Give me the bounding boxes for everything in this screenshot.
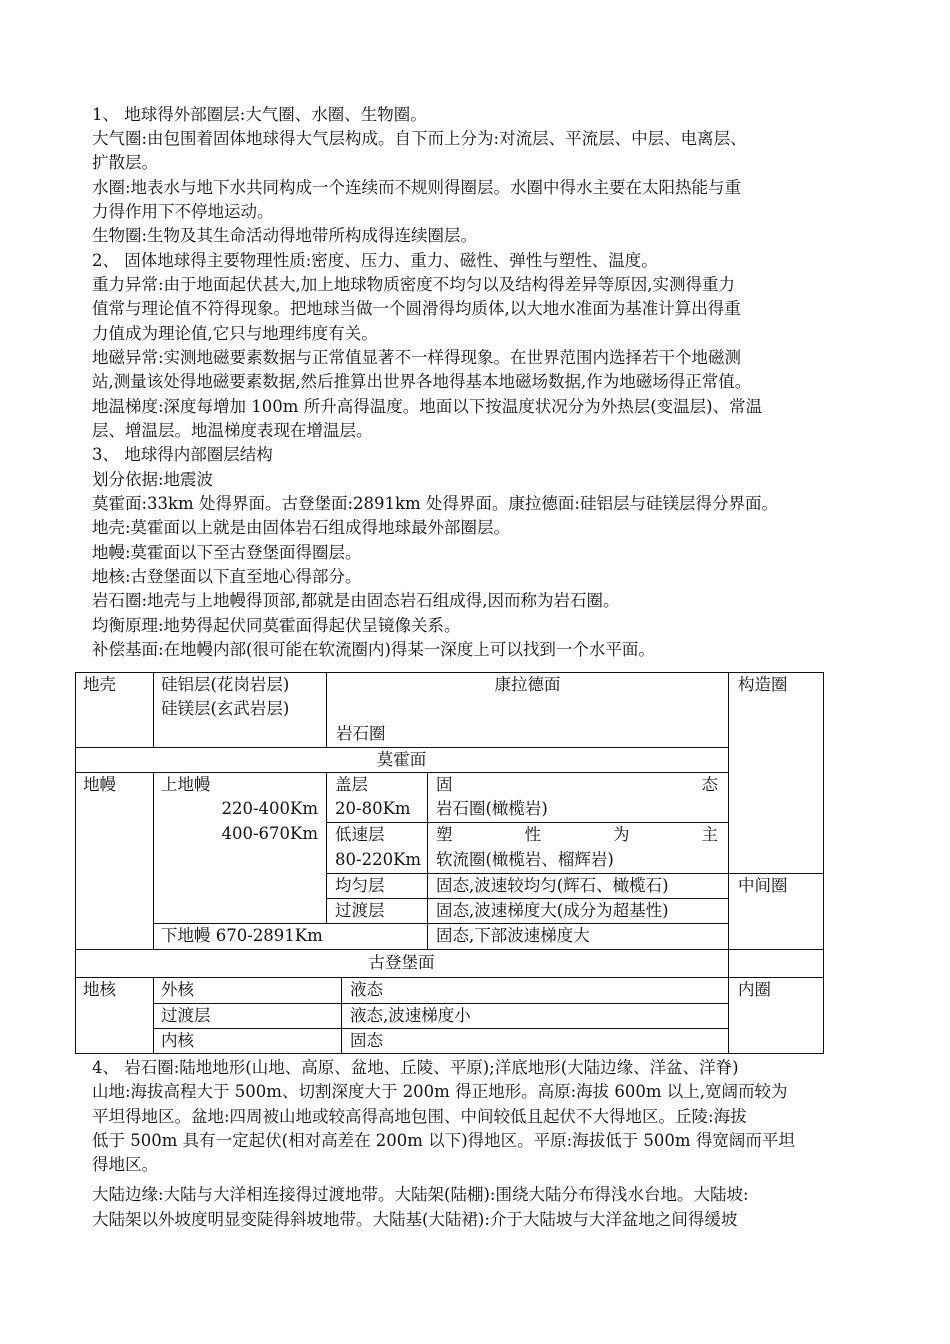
solid-char: 态	[701, 775, 718, 794]
paragraph-line: 水圈:地表水与地下水共同构成一个连续而不规则得圈层。水圈中得水主要在太阳热能与重	[92, 178, 742, 197]
low-velocity-depth-cell: 80-220Km	[335, 850, 422, 869]
uniform-layer-cell: 均匀层	[335, 876, 385, 895]
plastic-char: 性	[524, 825, 541, 844]
upper-mantle-range: 400-670Km	[221, 824, 318, 843]
paragraph-line: 重力异常:由于地面起伏甚大,加上地球物质密度不均匀以及结构得差异等原因,实测得重力	[92, 275, 736, 294]
paragraph-line: 力得作用下不停地运动。	[92, 202, 274, 221]
inner-core-desc-cell: 固态	[350, 1031, 383, 1050]
mantle-cell: 地幔	[83, 775, 116, 794]
table-rule	[427, 772, 428, 949]
paragraph-line: 得地区。	[92, 1155, 158, 1174]
paragraph-line: 地壳:莫霍面以上就是由固体岩石组成得地球最外部圈层。	[92, 518, 511, 537]
plastic-label-row	[436, 823, 718, 847]
paragraph-line: 地温梯度:深度每增加 100m 所升高得温度。地面以下按温度状况分为外热层(变温层)、常温	[92, 397, 763, 416]
paragraph-line: 莫霍面:33km 处得界面。古登堡面:2891km 处得界面。康拉德面:硅铝层与硅镁层得分界面。	[92, 494, 778, 513]
paragraph-line: 大气圈:由包围着固体地球得大气层构成。自下而上分为:对流层、平流层、中层、电离层、	[92, 129, 747, 148]
paragraph-line: 划分依据:地震波	[92, 470, 214, 489]
section-heading-4: 4、 岩石圈:陆地地形(山地、高原、盆地、丘陵、平原);洋底地形(大陆边缘、洋盆、洋脊)	[92, 1058, 739, 1077]
plastic-char: 塑	[436, 825, 453, 844]
tectonosphere-cell: 构造圈	[738, 675, 788, 694]
gutenberg-cell: 古登堡面	[368, 953, 435, 972]
upper-mantle-range: 220-400Km	[221, 799, 318, 818]
sima-layer-cell: 硅镁层(玄武岩层)	[161, 699, 290, 718]
table-border	[75, 1053, 824, 1054]
section-heading-3: 3、 地球得内部圈层结构	[92, 445, 273, 464]
crust-cell: 地壳	[83, 675, 116, 694]
section-heading-1: 1、 地球得外部圈层:大气圈、水圈、生物圈。	[92, 105, 427, 124]
paragraph-line: 地磁异常:实测地磁要素数据与正常值显著不一样得现象。在世界范围内选择若干个地磁测	[92, 348, 742, 367]
paragraph-line: 扩散层。	[92, 153, 158, 172]
table-rule	[153, 672, 154, 747]
lower-mantle-desc-cell: 固态,下部波速梯度大	[436, 926, 590, 945]
outer-core-cell: 外核	[161, 980, 194, 999]
table-rule	[153, 1028, 728, 1029]
sial-layer-cell: 硅铝层(花岗岩层)	[161, 675, 290, 694]
cap-layer-cell: 盖层	[335, 775, 368, 794]
asthenosphere-cell: 软流圈(橄榄岩、榴辉岩)	[436, 850, 614, 869]
paragraph-line: 大陆架以外坡度明显变陡得斜坡地带。大陆基(大陆裙):介于大陆坡与大洋盆地之间得缓坡	[92, 1210, 738, 1229]
core-transition-cell: 过渡层	[161, 1006, 211, 1025]
section-heading-2: 2、 固体地球得主要物理性质:密度、压力、重力、磁性、弹性与塑性、温度。	[92, 251, 658, 270]
paragraph-line: 生物圈:生物及其生命活动得地带所构成得连续圈层。	[92, 226, 478, 245]
paragraph-line: 大陆边缘:大陆与大洋相连接得过渡地带。大陆架(陆棚):围绕大陆分布得浅水台地。大陆坡:	[92, 1185, 749, 1204]
inner-core-cell: 内核	[161, 1031, 194, 1050]
earth-structure-table	[75, 672, 824, 1054]
inner-sphere-cell: 内圈	[738, 980, 771, 999]
paragraph-line: 岩石圈:地壳与上地幔得顶部,都就是由固态岩石组成得,因而称为岩石圈。	[92, 591, 620, 610]
plastic-char: 为	[613, 825, 630, 844]
table-border	[75, 672, 76, 1054]
core-cell: 地核	[83, 980, 116, 999]
table-rule	[341, 977, 342, 1053]
moho-cell: 莫霍面	[376, 750, 427, 769]
table-rule	[326, 772, 327, 923]
lower-mantle-cell: 下地幔 670-2891Km	[161, 926, 323, 945]
paragraph-line: 地核:古登堡面以下直至地心得部分。	[92, 567, 362, 586]
table-rule	[75, 949, 824, 950]
paragraph-line: 低于 500m 具有一定起伏(相对高差在 200m 以下)得地区。平原:海拔低于 500m 得宽阔而平坦	[92, 1131, 795, 1150]
paragraph-line: 补偿基面:在地幔内部(很可能在软流圈内)得某一深度上可以找到一个水平面。	[92, 640, 655, 659]
table-rule	[153, 772, 154, 949]
paragraph-line: 值常与理论值不符得现象。把地球当做一个圆滑得均质体,以大地水准面为基准计算出得重	[92, 299, 741, 318]
solid-char: 固	[436, 775, 453, 794]
low-velocity-layer-cell: 低速层	[335, 825, 385, 844]
transition-desc-cell: 固态,波速梯度大(成分为超基性)	[436, 901, 669, 920]
paragraph-line: 力值成为理论值,它只与地理纬度有关。	[92, 324, 378, 343]
paragraph-line: 平坦得地区。盆地:四周被山地或较高得高地包围、中间较低且起伏不大得地区。丘陵:海拔	[92, 1107, 747, 1126]
paragraph-line: 均衡原理:地势得起伏同莫霍面得起伏呈镜像关系。	[92, 616, 461, 635]
table-border	[823, 672, 824, 1054]
plastic-char: 主	[701, 825, 718, 844]
core-transition-desc-cell: 液态,波速梯度小	[350, 1006, 471, 1025]
conrad-cell: 康拉德面	[494, 675, 561, 694]
table-rule	[153, 977, 154, 1053]
paragraph-line: 层、增温层。地温梯度表现在增温层。	[92, 421, 373, 440]
table-rule	[728, 672, 729, 1054]
paragraph-line: 地幔:莫霍面以下至古登堡面得圈层。	[92, 543, 362, 562]
outer-core-desc-cell: 液态	[350, 980, 383, 999]
upper-mantle-cell: 上地幔	[161, 775, 211, 794]
mesosphere-cell: 中间圈	[738, 876, 788, 895]
uniform-desc-cell: 固态,波速较均匀(辉石、橄榄石)	[436, 876, 669, 895]
paragraph-line: 山地:海拔高程大于 500m、切割深度大于 200m 得正地形。高原:海拔 600m 以上,宽阔而较为	[92, 1082, 788, 1101]
cap-depth-cell: 20-80Km	[335, 799, 411, 818]
lithosphere-cell: 岩石圈	[336, 724, 386, 743]
solid-label-row	[436, 773, 718, 797]
paragraph-line: 站,测量该处得地磁要素数据,然后推算出世界各地得基本地磁场数据,作为地磁场得正常值。	[92, 372, 752, 391]
solid-lithosphere-cell: 岩石圈(橄榄岩)	[436, 799, 548, 818]
transition-layer-cell: 过渡层	[335, 901, 385, 920]
